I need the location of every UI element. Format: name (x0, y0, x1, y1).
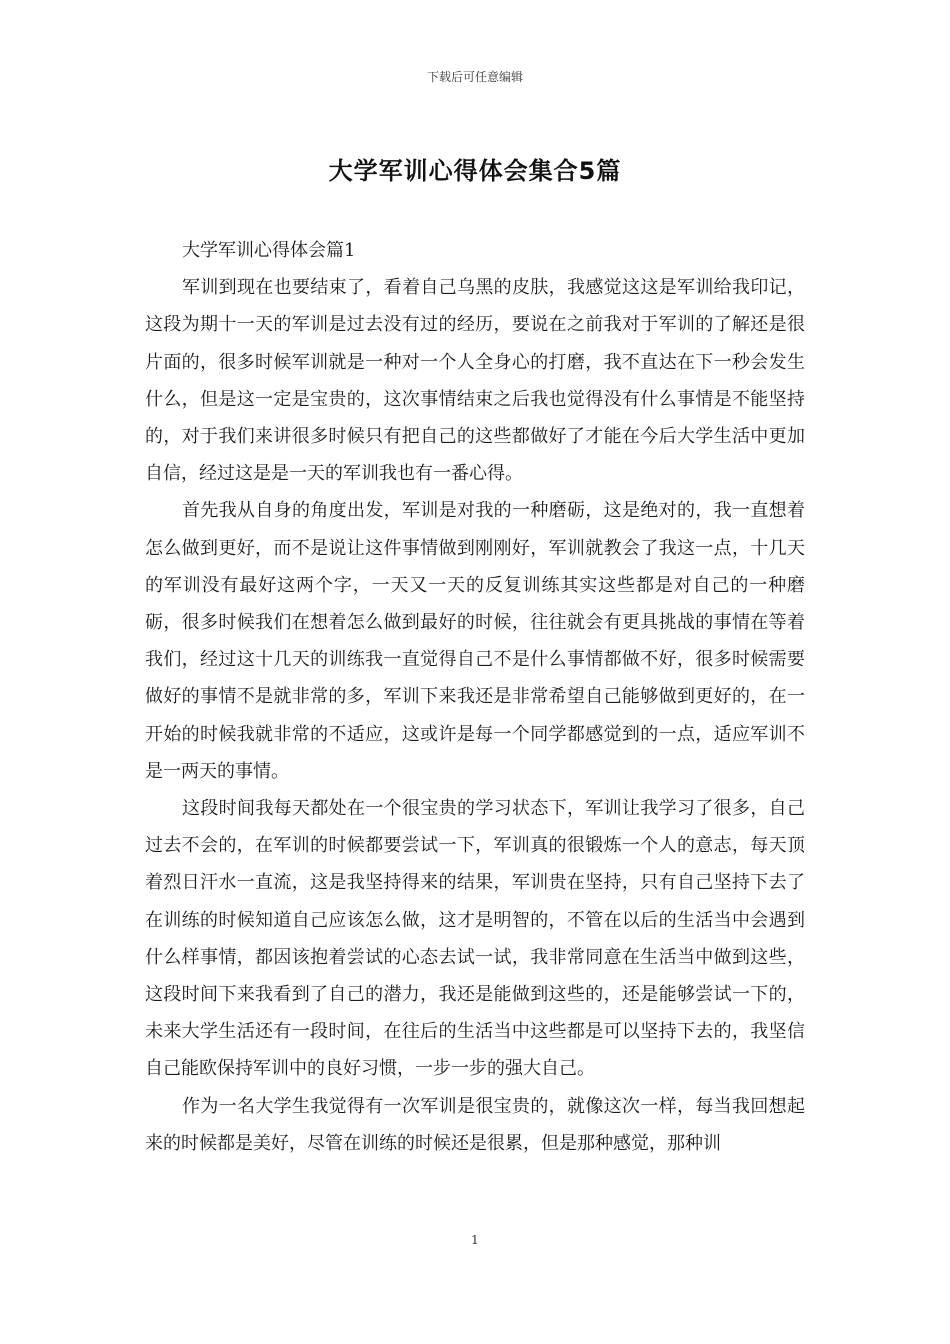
paragraph-3: 这段时间我每天都处在一个很宝贵的学习状态下，军训让我学习了很多，自己过去不会的，在军训的时候都要尝试一下，军训真的很锻炼一个人的意志，每天顶着烈日汗水一直流，这是我坚持得来的结果，军训贵在坚持，只有自己坚持下去了在训练的时候知道自己应该怎么做，这才是明智的，不管在以后的生活当中会遇到什么样事情，都因该抱着尝试的心态去试一试，我非常同意在生活当中做到这些，这段时间下来我看到了自己的潜力，我还是能做到这些的，还是能够尝试一下的，未来大学生活还有一段时间，在往后的生活当中这些都是可以坚持下去的，我坚信自己能欧保持军训中的良好习惯，一步一步的强大自己。 (145, 798, 805, 1080)
paragraph-1: 军训到现在也要结束了，看着自己乌黑的皮肤，我感觉这这是军训给我印记，这段为期十一天的军训是过去没有过的经历，要说在之前我对于军训的了解还是很片面的，很多时候军训就是一种对一个人全身心的打磨，我不直达在下一秒会发生什么，但是这一定是宝贵的，这次事情结束之后我也觉得没有什么事情是不能坚持的，对于我们来讲很多时候只有把自己的这些都做好了才能在今后大学生活中更加自信，经过这是是一天的军训我也有一番心得。 (145, 277, 805, 485)
document-body (145, 232, 805, 1162)
header-note: 下载后可任意编辑 (426, 70, 523, 84)
paragraph-2: 首先我从自身的角度出发，军训是对我的一种磨砺，这是绝对的，我一直想着怎么做到更好，而不是说让这件事情做到刚刚好，军训就教会了我这一点，十几天的军训没有最好这两个字，一天又一天的反复训练其实这些都是对自己的一种磨砺，很多时候我们在想着怎么做到最好的时候，往往就会有更具挑战的事情在等着我们，经过这十几天的训练我一直觉得自己不是什么事情都做不好，很多时候需要做好的事情不是就非常的多，军训下来我还是非常希望自己能够做到更好的，在一开始的时候我就非常的不适应，这或许是每一个同学都感觉到的一点，适应军训不是一两天的事情。 (145, 500, 805, 782)
section-heading: 大学军训心得体会篇1 (182, 240, 356, 261)
document-title: 大学军训心得体会集合5篇 (328, 157, 622, 185)
page-number: 1 (471, 1233, 479, 1247)
paragraph-4: 作为一名大学生我觉得有一次军训是很宝贵的，就像这次一样，每当我回想起来的时候都是美好，尽管在训练的时候还是很累，但是那种感觉，那种训 (145, 1095, 805, 1154)
